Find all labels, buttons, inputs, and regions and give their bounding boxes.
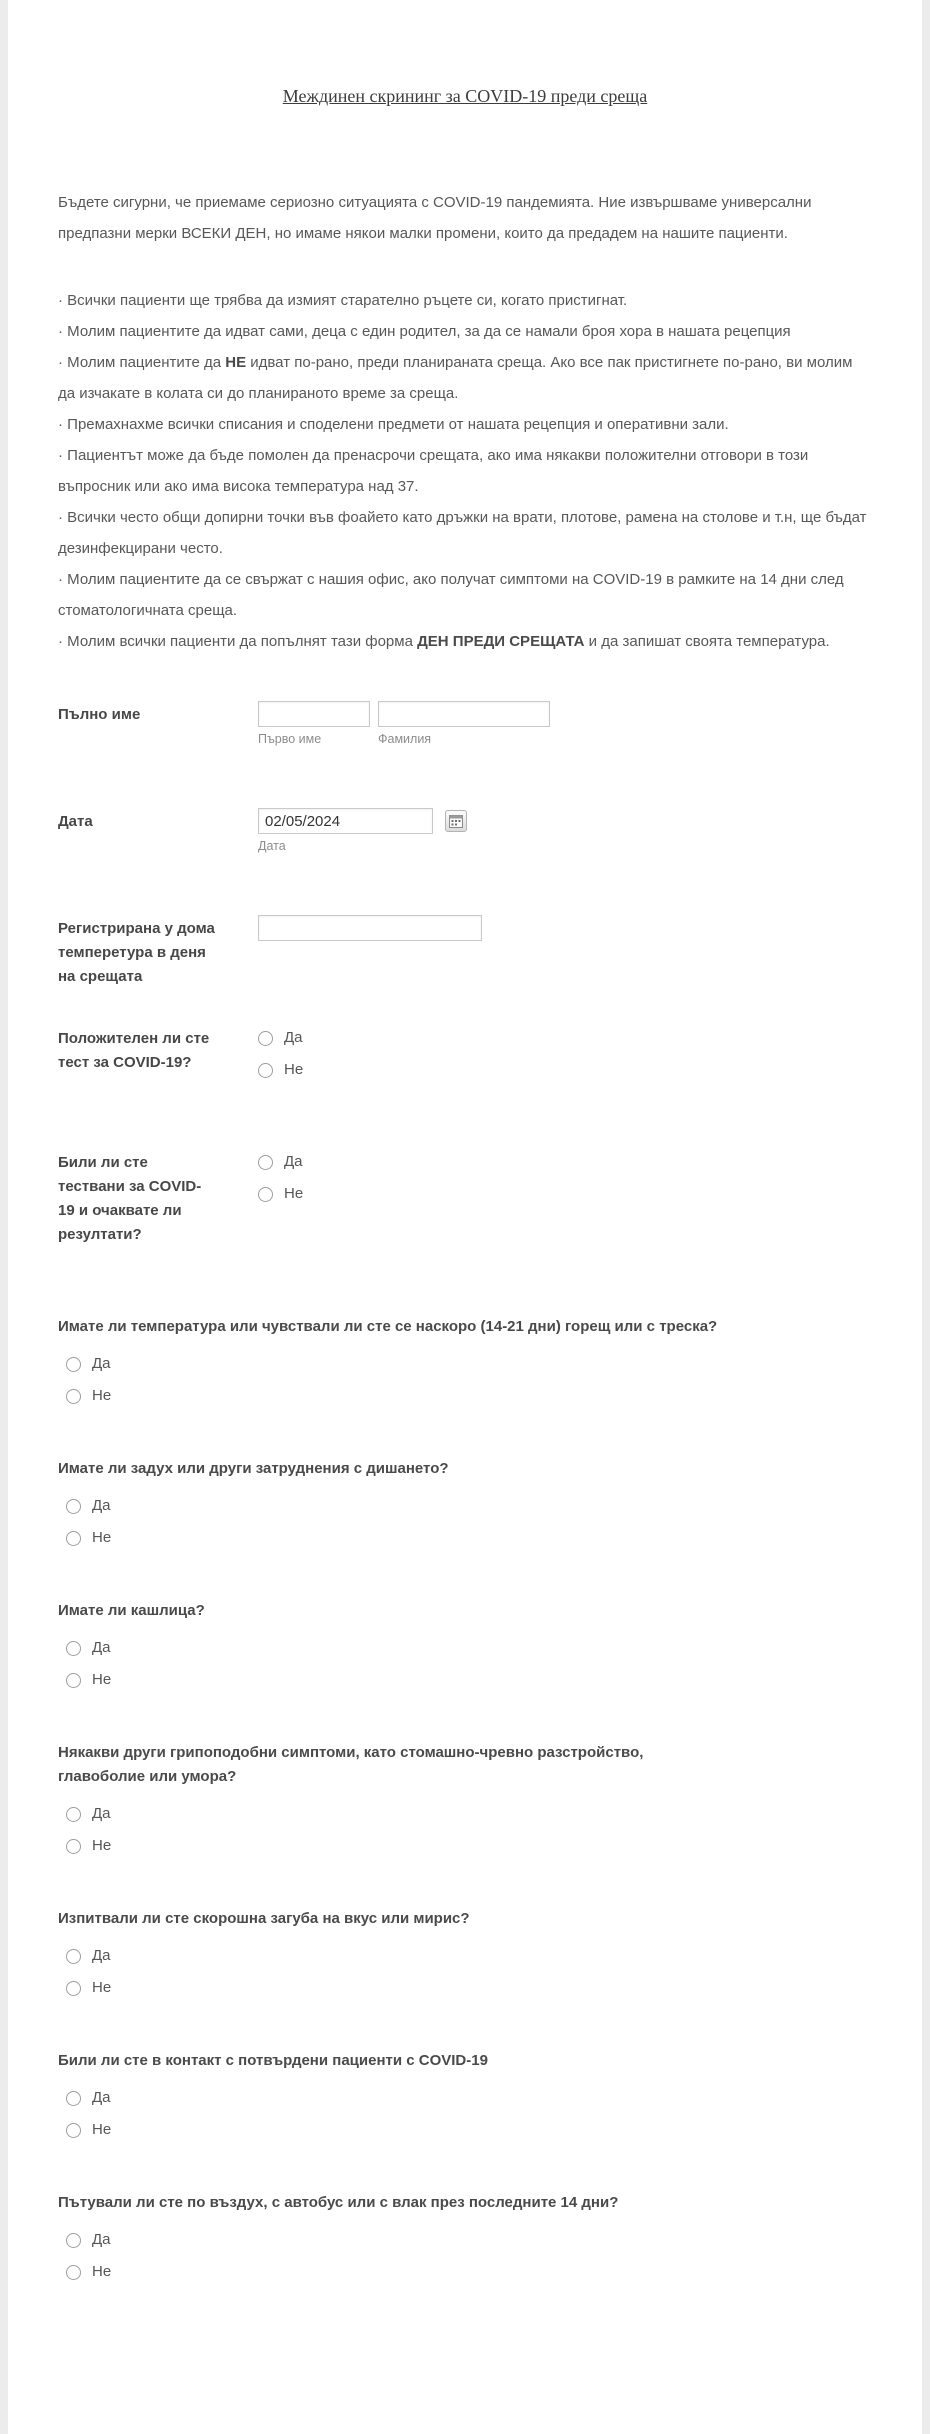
radio-option-yes[interactable] <box>58 1495 872 1517</box>
question-label: Имате ли кашлица? <box>58 1602 205 1619</box>
radio-icon[interactable] <box>66 1641 81 1656</box>
radio-option-yes[interactable] <box>58 2229 872 2251</box>
radio-icon[interactable] <box>66 1357 81 1372</box>
date-field <box>58 808 872 853</box>
radio-option-label[interactable]: Не <box>284 1061 304 1078</box>
radio-option-yes[interactable] <box>58 1637 872 1659</box>
calendar-icon <box>449 814 463 828</box>
radio-option-yes[interactable] <box>258 1027 872 1049</box>
radio-option-label[interactable]: Не <box>92 2263 112 2280</box>
intro-paragraph: Бъдете сигурни, че приемаме сериозно ситуацията с COVID-19 пандемията. Ние извършваме универсални предпазни мерки ВСЕКИ ДЕН, но имаме някои малки промени, които да предадем на нашите пациенти. <box>58 194 812 242</box>
radio-option-label[interactable]: Да <box>92 1947 111 1964</box>
question-cough <box>58 1599 872 1691</box>
question-flu-symptoms <box>58 1741 872 1857</box>
radio-option-label[interactable]: Не <box>284 1185 304 1202</box>
full-name-label: Пълно име <box>58 706 141 723</box>
radio-option-yes[interactable] <box>58 1803 872 1825</box>
radio-icon[interactable] <box>66 1673 81 1688</box>
bullet-text: · Всички пациенти ще трябва да измият старателно ръцете си, когато пристигнат. <box>58 292 628 309</box>
radio-option-no[interactable] <box>258 1183 872 1205</box>
radio-icon[interactable] <box>258 1063 273 1078</box>
temperature-label: Регистрирана у дома темперетура в деня на срещата <box>58 920 215 985</box>
radio-icon[interactable] <box>66 1807 81 1822</box>
form-page <box>8 0 922 2434</box>
question-breathing <box>58 1457 872 1549</box>
radio-icon[interactable] <box>66 1981 81 1996</box>
radio-option-no[interactable] <box>58 2119 872 2141</box>
radio-option-yes[interactable] <box>58 2087 872 2109</box>
bullet-text: идват по-рано, преди планираната среща. Ако все пак пристигнете по-рано, ви молим да изчакате в колата си до планираното време за среща. <box>58 354 853 402</box>
radio-option-yes[interactable] <box>258 1151 872 1173</box>
form-fields <box>58 701 872 2283</box>
radio-icon[interactable] <box>66 1839 81 1854</box>
covid-tested-label: Били ли сте тествани за COVID-19 и очаквате ли резултати? <box>58 1154 202 1243</box>
question-label: Някакви други грипоподобни симптоми, като стомашно-чревно разстройство, главоболие или умора? <box>58 1744 644 1785</box>
bullet-item <box>58 440 872 502</box>
radio-option-label[interactable]: Да <box>92 2089 111 2106</box>
full-name-field <box>58 701 872 746</box>
radio-option-label[interactable]: Да <box>92 1805 111 1822</box>
question-label: Пътували ли сте по въздух, с автобус или с влак през последните 14 дни? <box>58 2194 619 2211</box>
radio-option-label[interactable]: Не <box>92 1979 112 1996</box>
radio-option-label[interactable]: Не <box>92 1837 112 1854</box>
radio-option-no[interactable] <box>258 1059 872 1081</box>
question-travel <box>58 2191 872 2283</box>
radio-option-no[interactable] <box>58 1385 872 1407</box>
bullet-text-bold: НЕ <box>225 354 247 371</box>
radio-icon[interactable] <box>66 2265 81 2280</box>
bullet-text: · Молим пациентите да идват сами, деца с един родител, за да се намали броя хора в нашата рецепция <box>58 323 791 340</box>
date-sublabel: Дата <box>258 839 286 853</box>
radio-icon[interactable] <box>66 1531 81 1546</box>
question-label: Имате ли температура или чувствали ли сте се наскоро (14-21 дни) горещ или с треска? <box>58 1318 718 1335</box>
bullet-item <box>58 409 872 440</box>
radio-option-label[interactable]: Да <box>92 1639 111 1656</box>
radio-icon[interactable] <box>66 2123 81 2138</box>
radio-option-label[interactable]: Не <box>92 2121 112 2138</box>
question-label: Имате ли задух или други затруднения с дишането? <box>58 1460 449 1477</box>
calendar-button[interactable] <box>445 810 467 832</box>
covid-positive-label: Положителен ли сте тест за COVID-19? <box>58 1030 210 1071</box>
radio-option-yes[interactable] <box>58 1353 872 1375</box>
date-label: Дата <box>58 813 93 830</box>
question-label: Били ли сте в контакт с потвърдени пациенти с COVID-19 <box>58 2052 488 2069</box>
radio-icon[interactable] <box>66 1499 81 1514</box>
radio-option-label[interactable]: Не <box>92 1671 112 1688</box>
radio-option-yes[interactable] <box>58 1945 872 1967</box>
radio-option-label[interactable]: Не <box>92 1387 112 1404</box>
bullet-text: · Молим всички пациенти да попълнят тази форма <box>58 633 418 650</box>
question-contact <box>58 2049 872 2141</box>
bullet-item <box>58 285 872 316</box>
bullet-text: · Молим пациентите да се свържат с нашия офис, ако получат симптоми на COVID-19 в рамките на 14 дни след стоматологичната среща. <box>58 571 844 619</box>
first-name-sublabel: Първо име <box>258 732 322 746</box>
bullet-item <box>58 347 872 409</box>
bullet-text: · Пациентът може да бъде помолен да пренасрочи срещата, ако има някакви положителни отговори в този въпросник или ако има висока температура над 37. <box>58 447 809 495</box>
temperature-input[interactable] <box>258 915 482 941</box>
bullet-text-bold: ДЕН ПРЕДИ СРЕЩАТА <box>417 633 585 650</box>
radio-icon[interactable] <box>258 1187 273 1202</box>
radio-icon[interactable] <box>66 1949 81 1964</box>
radio-icon[interactable] <box>66 2233 81 2248</box>
radio-option-label[interactable]: Да <box>284 1153 303 1170</box>
date-input[interactable] <box>258 808 433 834</box>
bullet-item <box>58 502 872 564</box>
bullet-text: и да запишат своята температура. <box>584 633 830 650</box>
question-taste-smell <box>58 1907 872 1999</box>
bullet-text: · Всички често общи допирни точки във фоайето като дръжки на врати, плотове, рамена на столове и т.н, ще бъдат дезинфекцирани често. <box>58 509 867 557</box>
question-label: Изпитвали ли сте скорошна загуба на вкус или мирис? <box>58 1910 470 1927</box>
radio-option-label[interactable]: Да <box>92 1355 111 1372</box>
radio-option-label[interactable]: Да <box>92 2231 111 2248</box>
bullet-text: · Премахнахме всички списания и споделени предмети от нашата рецепция и оперативни зали. <box>58 416 729 433</box>
page-title: Междинен скрининг за COVID-19 преди среща <box>282 86 648 106</box>
radio-option-no[interactable] <box>58 1835 872 1857</box>
bullet-text: · Молим пациентите да <box>58 354 226 371</box>
radio-option-label[interactable]: Да <box>284 1029 303 1046</box>
radio-option-no[interactable] <box>58 1977 872 1999</box>
radio-option-no[interactable] <box>58 1669 872 1691</box>
covid-tested-field <box>58 1149 872 1247</box>
radio-option-no[interactable] <box>58 1527 872 1549</box>
bullet-list <box>58 285 872 657</box>
radio-icon[interactable] <box>258 1155 273 1170</box>
radio-icon[interactable] <box>66 2091 81 2106</box>
last-name-input[interactable] <box>378 701 550 727</box>
bullet-item <box>58 316 872 347</box>
radio-option-label[interactable]: Не <box>92 1529 112 1546</box>
bullet-item <box>58 626 872 657</box>
temperature-field <box>58 915 872 989</box>
covid-positive-field <box>58 1025 872 1091</box>
question-fever <box>58 1315 872 1407</box>
radio-icon[interactable] <box>258 1031 273 1046</box>
last-name-sublabel: Фамилия <box>378 732 432 746</box>
bullet-item <box>58 564 872 626</box>
radio-option-label[interactable]: Да <box>92 1497 111 1514</box>
radio-icon[interactable] <box>66 1389 81 1404</box>
first-name-input[interactable] <box>258 701 370 727</box>
radio-option-no[interactable] <box>58 2261 872 2283</box>
